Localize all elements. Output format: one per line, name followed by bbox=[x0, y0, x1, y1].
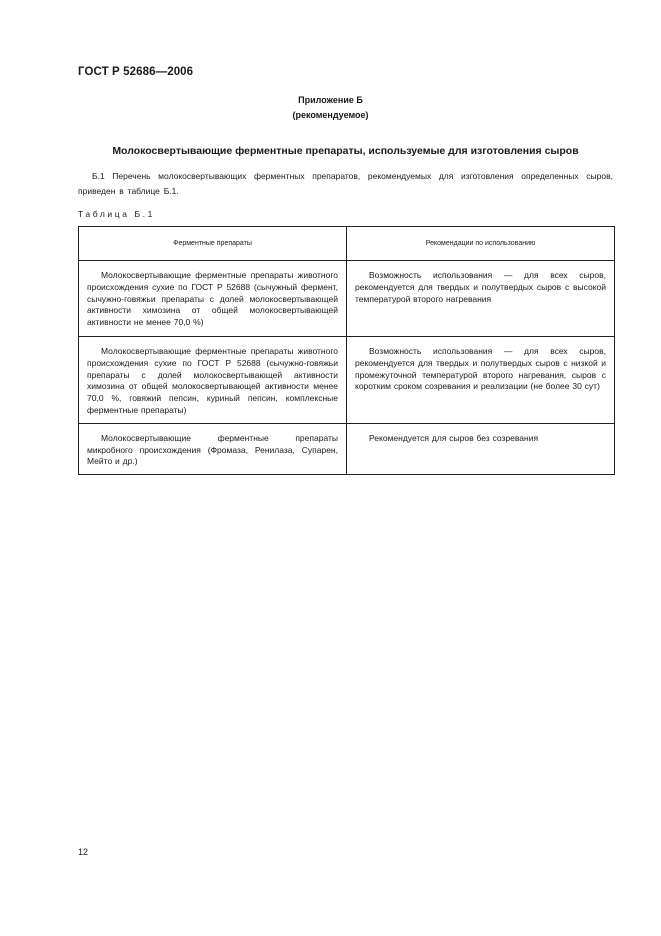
table-row bbox=[79, 261, 615, 337]
preparation-cell: Молокосвертывающие ферментные препараты животного происхождения сухие по ГОСТ Р 52688 (сычужно-говяжьи препараты с долей молокосвертывающей активности химозина от общей молокосвертывающей активности менее 70,0 %, говяжий пепсин, куриный пепсин, комплексные ферментные препараты) bbox=[79, 337, 347, 424]
header-recommendations: Рекомендации по использованию bbox=[347, 227, 615, 261]
annex-title: Приложение Б bbox=[298, 95, 363, 105]
section-title: Молокосвертывающие ферментные препараты, используемые для изготовления сыров bbox=[112, 145, 579, 157]
preparation-cell: Молокосвертывающие ферментные препараты микробного происхождения (Фромаза, Ренилаза, Супарен, Мейто и др.) bbox=[79, 423, 347, 474]
table-caption: Таблица Б.1 bbox=[78, 209, 155, 219]
annex-status: (рекомендуемое) bbox=[292, 110, 369, 120]
header-preparations: Ферментные препараты bbox=[79, 227, 347, 261]
document-code: ГОСТ Р 52686—2006 bbox=[78, 66, 194, 78]
table-header-row bbox=[79, 227, 615, 261]
intro-paragraph: Б.1 Перечень молокосвертывающих ферментных препаратов, рекомендуемых для изготовления определенных сыров, приведен в таблице Б.1. bbox=[78, 171, 613, 196]
preparation-cell: Молокосвертывающие ферментные препараты животного происхождения сухие по ГОСТ Р 52688 (сычужный фермент, сычужно-говяжьи препараты с долей молокосвертывающей активности химозина от общей молокосвертывающей активности не менее 70,0 %) bbox=[79, 261, 347, 337]
page-number: 12 bbox=[78, 847, 89, 857]
recommendation-cell: Возможность использования — для всех сыров, рекомендуется для твердых и полутвердых сыров с высокой температурой второго нагревания bbox=[347, 261, 615, 337]
table-row bbox=[79, 337, 615, 424]
recommendation-cell: Возможность использования — для всех сыров, рекомендуется для твердых и полутвердых сыров с низкой и промежуточной температурой второго нагревания, сыров с коротким сроком созревания и реализации (не более 30 сут) bbox=[347, 337, 615, 424]
recommendation-cell: Рекомендуется для сыров без созревания bbox=[347, 423, 615, 474]
table-row bbox=[79, 423, 615, 474]
recommendations-table bbox=[78, 226, 615, 475]
